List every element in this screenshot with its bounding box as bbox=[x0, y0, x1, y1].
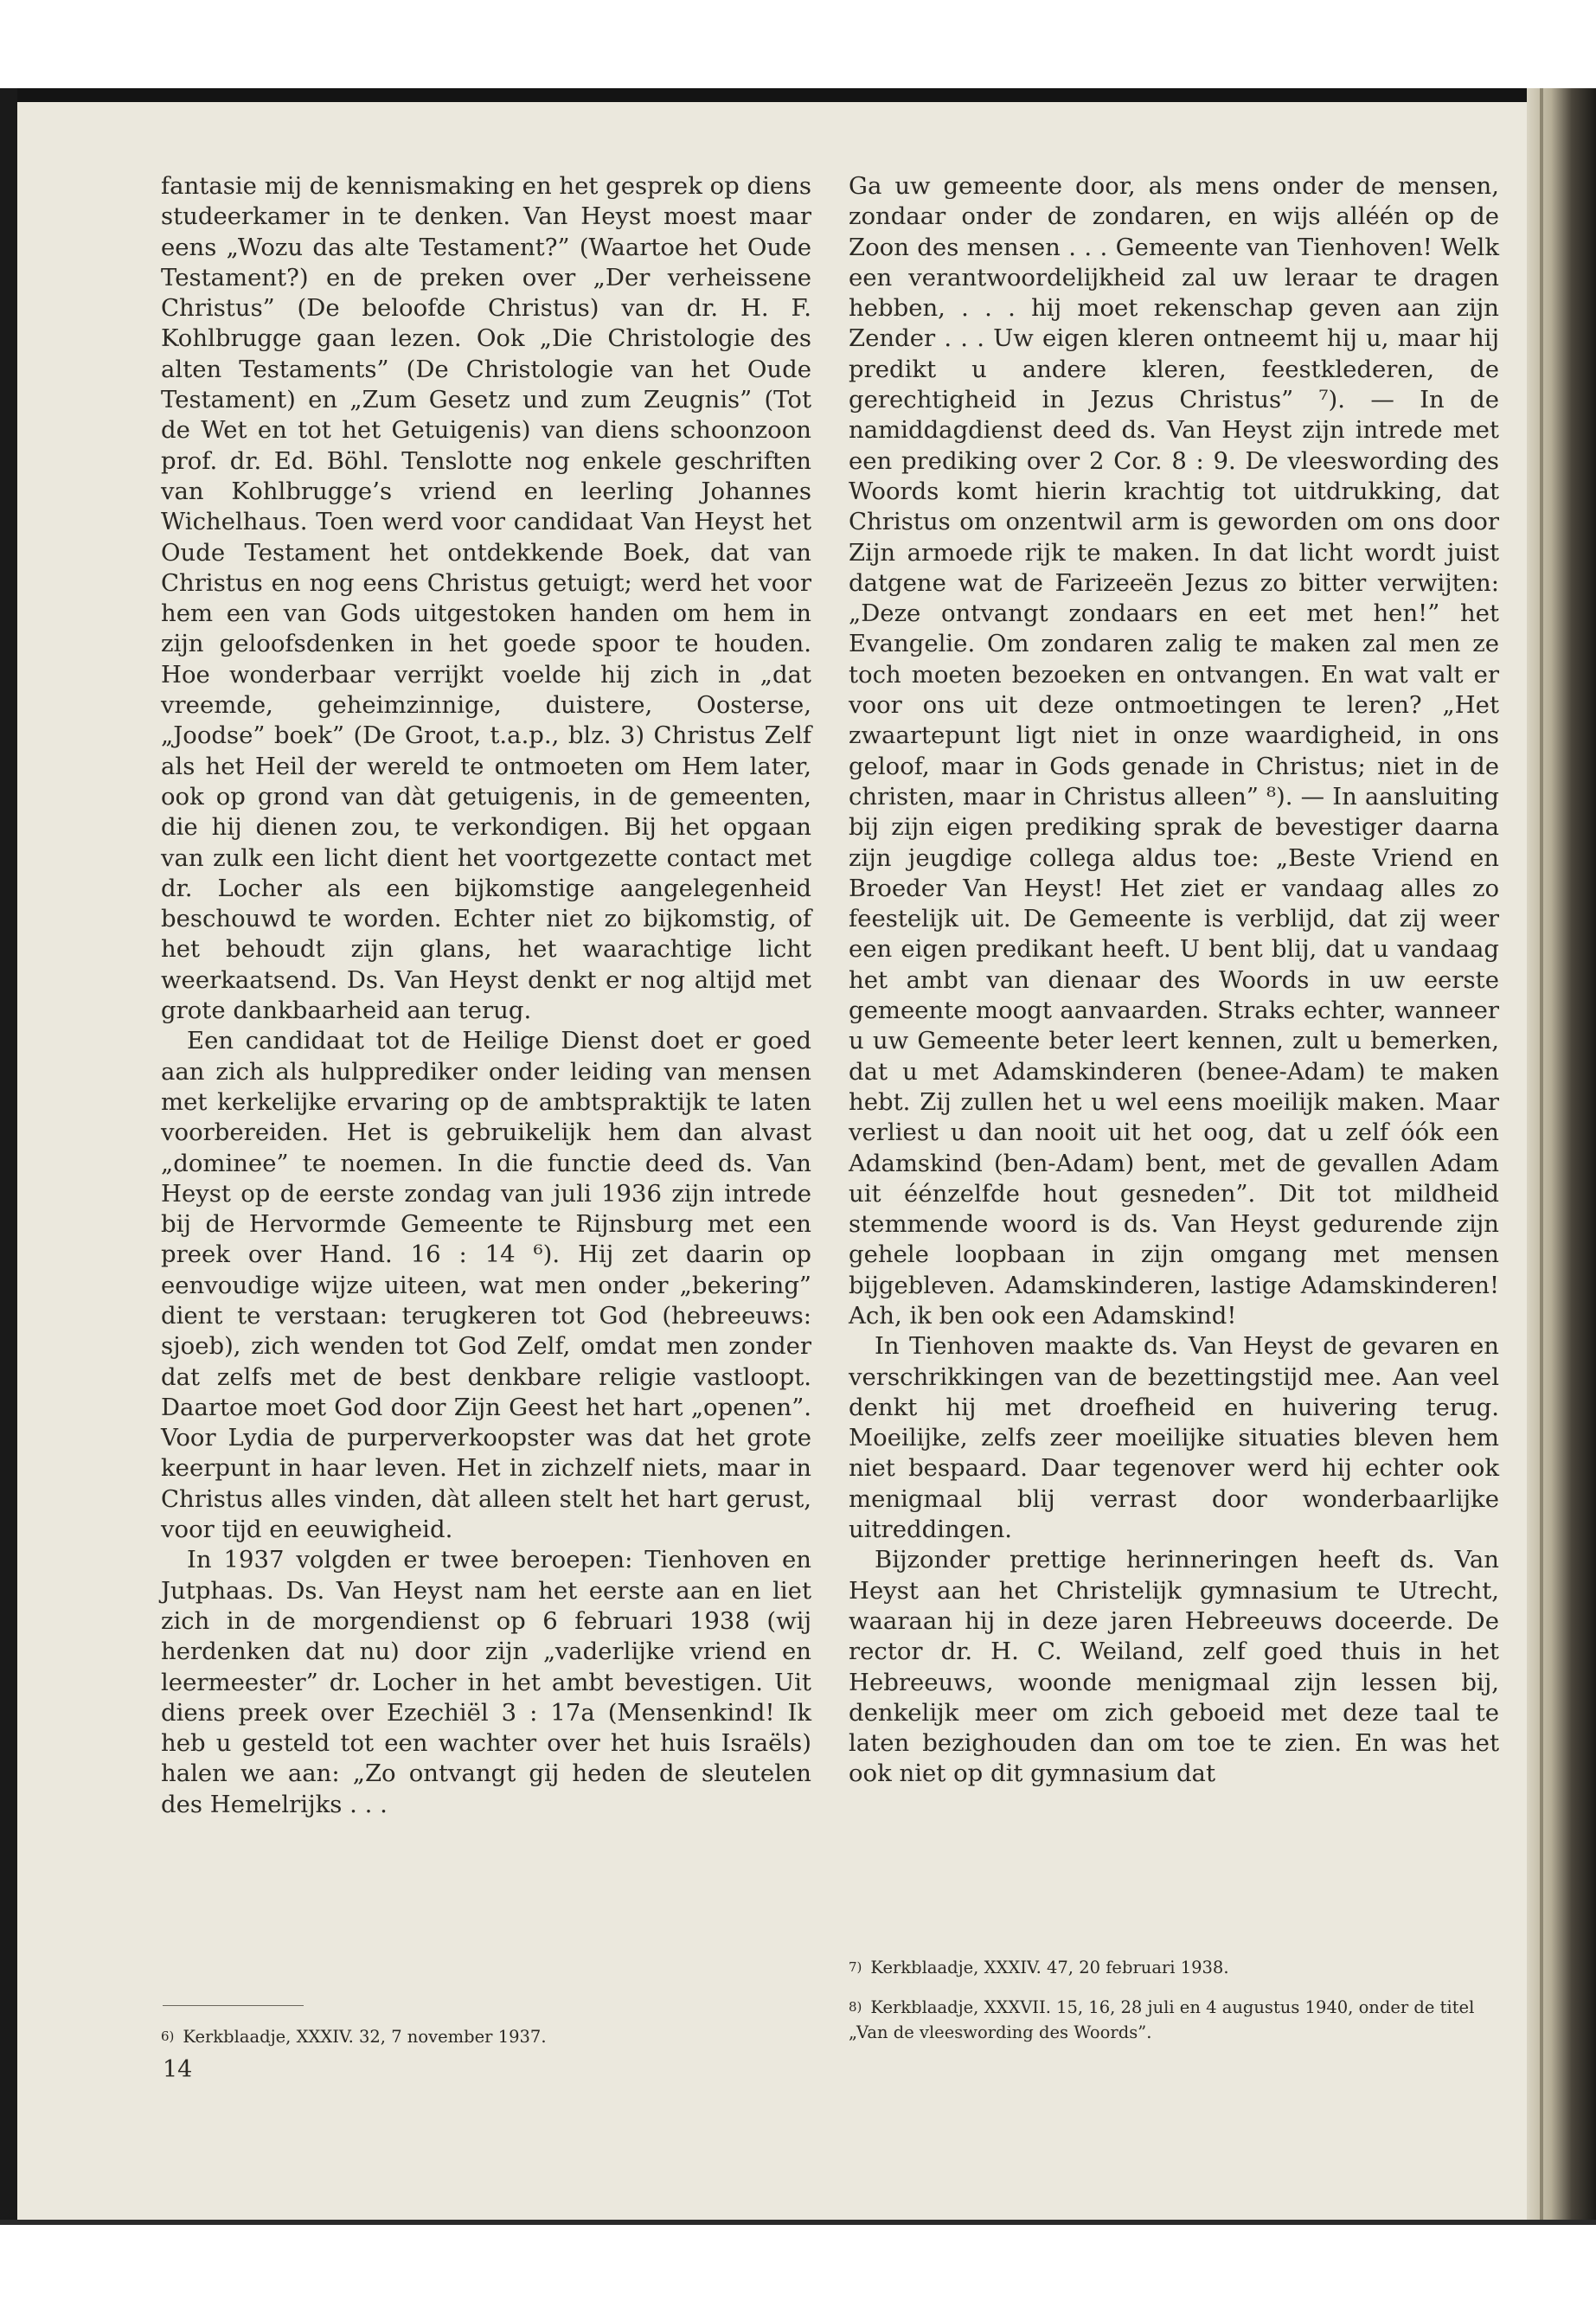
footnote-6-mark: 6) bbox=[161, 2029, 175, 2044]
top-margin bbox=[0, 0, 1596, 88]
footnote-8 bbox=[849, 1995, 1499, 2045]
footnote-6 bbox=[161, 2024, 818, 2049]
left-paragraph-3: In 1937 volgden er twee beroepen: Tienhoven en Jutphaas. Ds. Van Heyst nam het eerste aan en liet zich in de morgendienst op 6 februari 1938 (wij herdenken dat nu) door zijn „vaderlijke vriend en leermeester” dr. Locher in het ambt bevestigen. Uit diens preek over Ezechiël 3 : 17a (Mensenkind! Ik heb u gesteld tot een wachter over het huis Israëls) halen we aan: „Zo ontvangt gij heden de sleutelen des Hemelrijks . . . bbox=[161, 1546, 811, 1818]
left-column bbox=[161, 171, 811, 1820]
footnote-8-mark: 8) bbox=[849, 1999, 862, 2015]
right-paragraph-3: Bijzonder prettige herinneringen heeft ds. Van Heyst aan het Christelijk gymnasium te Utrecht, waaraan hij in deze jaren Hebreeuws doceerde. De rector dr. H. C. Weiland, zelf goed thuis in het Hebreeuws, woonde menigmaal zijn lessen bij, denkelijk meer om zich geboeid met deze taal te laten bezighouden dan om toe te zien. En was het ook niet op dit gymnasium dat bbox=[849, 1546, 1499, 1788]
page-edge-line bbox=[1540, 88, 1543, 2225]
footnote-7-text: Kerkblaadje, XXXIV. 47, 20 februari 1938. bbox=[870, 1958, 1229, 1977]
left-paragraph-2: Een candidaat tot de Heilige Dienst doet er goed aan zich als hulpprediker onder leiding van mensen met kerkelijke ervaring op de ambtspraktijk te laten voorbereiden. Het is gebruikelijk hem dan alvast „dominee” te noemen. In die functie deed ds. Van Heyst op de eerste zondag van juli 1936 zijn intrede bij de Hervormde Gemeente te Rijnsburg met een preek over Hand. 16 : 14 ⁶). Hij zet daarin op eenvoudige wijze uiteen, wat men onder „bekering” dient te verstaan: terugkeren tot God (hebreeuws: sjoeb), zich wenden tot God Zelf, omdat men zonder dat zelfs met de best denkbare religie vastloopt. Daartoe moet God door Zijn Geest het hart „openen”. Voor Lydia de purperverkoopster was dat het grote keerpunt in haar leven. Het in zichzelf niets, maar in Christus alles vinden, dàt alleen stelt het hart gerust, voor tijd en eeuwigheid. bbox=[161, 1027, 811, 1544]
footnote-6-text: Kerkblaadje, XXXIV. 32, 7 november 1937. bbox=[183, 2027, 547, 2047]
left-paragraph-1: fantasie mij de kennismaking en het gesprek op diens studeerkamer in te denken. Van Heyst moest maar eens „Wozu das alte Testament?” (Waartoe het Oude Testament?) en de preken over „Der verheissene Christus” (De beloofde Christus) van dr. H. F. Kohlbrugge gaan lezen. Ook „Die Christologie des alten Testaments” (De Christologie van het Oude Testament) en „Zum Gesetz und zum Zeugnis” (Tot de Wet en tot het Getuigenis) van diens schoonzoon prof. dr. Ed. Böhl. Tenslotte nog enkele geschriften van Kohlbrugge’s vriend en leerling Johannes Wichelhaus. Toen werd voor candidaat Van Heyst het Oude Testament het ontdekkende Boek, dat van Christus en nog eens Christus getuigt; werd het voor hem een van Gods uitgestoken handen om hem in zijn geloofsdenken in het goede spoor te houden. Hoe wonderbaar verrijkt voelde hij zich in „dat vreemde, geheimzinnige, duistere, Oosterse, „Joodse” boek” (De Groot, t.a.p., blz. 3) Christus Zelf als het Heil der wereld te ontmoeten om Hem later, ook op grond van dàt getuigenis, in de gemeenten, die hij dienen zou, te verkondigen. Bij het opgaan van zulk een licht dient het voortgezette contact met dr. Locher als een bijkomstige aangelegenheid beschouwd te worden. Echter niet zo bijkomstig, of het behoudt zijn glans, het waarachtige licht weerkaatsend. Ds. Van Heyst denkt er nog altijd met grote dankbaarheid aan terug. bbox=[161, 172, 811, 1025]
footnote-separator bbox=[163, 2005, 304, 2006]
page-number: 14 bbox=[163, 2056, 193, 2083]
footnote-7-mark: 7) bbox=[849, 1959, 862, 1975]
footnote-8-text: Kerkblaadje, XXXVII. 15, 16, 28 juli en 4 augustus 1940, onder de titel „Van de vleeswording des Woords”. bbox=[849, 1997, 1475, 2042]
scan-bottom-border bbox=[0, 2220, 1596, 2225]
right-column bbox=[849, 171, 1499, 1790]
footnote-7 bbox=[849, 1955, 1499, 1980]
right-paragraph-2: In Tienhoven maakte ds. Van Heyst de gevaren en verschrikkingen van de bezettingstijd mee. Aan veel denkt hij met droefheid en huivering terug. Moeilijke, zelfs zeer moeilijke situaties bleven hem niet bespaard. Daar tegenover werd hij echter ook menigmaal blij verrast door wonderbaarlijke uitreddingen. bbox=[849, 1332, 1499, 1544]
book-gutter-shadow bbox=[1527, 88, 1596, 2225]
scan-left-border bbox=[0, 88, 17, 2225]
right-paragraph-1: Ga uw gemeente door, als mens onder de mensen, zondaar onder de zondaren, en wijs alléén op de Zoon des mensen . . . Gemeente van Tienhoven! Welk een verantwoordelijkheid zal uw leraar te dragen hebben, . . . hij moet rekenschap geven aan zijn Zender . . . Uw eigen kleren ontneemt hij u, maar hij predikt u andere kleren, feestklederen, de gerechtigheid in Jezus Christus” ⁷). — In de namiddagdienst deed ds. Van Heyst zijn intrede met een prediking over 2 Cor. 8 : 9. De vleeswording des Woords komt hierin krachtig tot uitdrukking, dat Christus om onzentwil arm is geworden om ons door Zijn armoede rijk te maken. In dat licht wordt juist datgene wat de Farizeeën Jezus zo bitter verwijten: „Deze ontvangt zondaars en eet met hen!” het Evangelie. Om zondaren zalig te maken zal men ze toch moeten bezoeken en ontvangen. En wat valt er voor ons uit deze ontmoetingen te leren? „Het zwaartepunt ligt niet in onze waardigheid, in ons geloof, maar in Gods genade in Christus; niet in de christen, maar in Christus alleen” ⁸). — In aansluiting bij zijn eigen prediking sprak de bevestiger daarna zijn jeugdige collega aldus toe: „Beste Vriend en Broeder Van Heyst! Het ziet er vandaag alles zo feestelijk uit. De Gemeente is verblijd, dat zij weer een eigen predikant heeft. U bent blij, dat u vandaag het ambt van dienaar des Woords in uw eerste gemeente moogt aanvaarden. Straks echter, wanneer u uw Gemeente beter leert kennen, zult u bemerken, dat u met Adamskinderen (benee-Adam) te maken hebt. Zij zullen het u wel eens moeilijk maken. Maar verliest u dan nooit uit het oog, dat u zelf óók een Adamskind (ben-Adam) bent, met de gevallen Adam uit éénzelfde hout gesneden”. Dit tot mildheid stemmende woord is ds. Van Heyst gedurende zijn gehele loopbaan in zijn omgang met mensen bijgebleven. Adamskinderen, lastige Adamskinderen! Ach, ik ben ook een Adamskind! bbox=[849, 172, 1499, 1330]
